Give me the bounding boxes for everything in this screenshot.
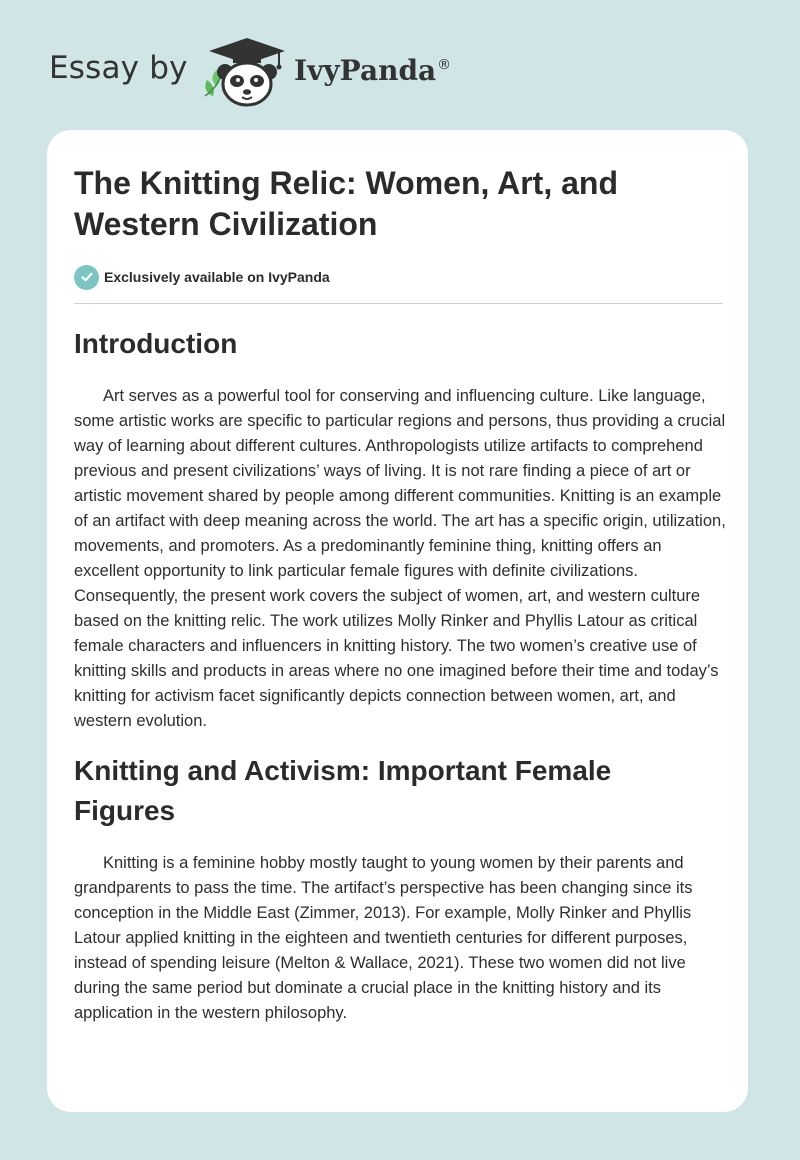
brand-logo[interactable] [294, 54, 451, 87]
section-heading-knitting-activism: Knitting and Activism: Important Female Figures [74, 755, 612, 826]
exclusive-badge-text: Exclusively available on IvyPanda [104, 269, 330, 285]
site-header [0, 0, 800, 130]
section-paragraph-knitting-activism: Knitting is a feminine hobby mostly taught to young women by their parents and grandparents to pass the time. The artifact’s perspective has been changing since its conception in the Middle East (Zimmer, 2013). For example, Molly Rinker and Phyllis Latour applied knitting in the eighteen and twentieth centuries for different purposes, instead of spending leisure (Melton & Wallace, 2021). These two women did not live during the same period but dominate a crucial place in the knitting history and its application in the western philosophy. [74, 854, 693, 1022]
title-divider [74, 303, 723, 304]
brand-name: IvyPanda [294, 54, 437, 87]
section-paragraph-introduction: Art serves as a powerful tool for conserving and influencing culture. Like language, some artistic works are specific to particular regions and persons, thus providing a crucial way of learning about different cultures. Anthropologists utilize artifacts to comprehend previous and present civilizations’ ways of living. It is not rare finding a piece of art or artistic movement shared by people among different communities. Knitting is an example of an artifact with deep meaning across the world. The art has a specific origin, utilization, movements, and promoters. As a predominantly feminine thing, knitting offers an excellent opportunity to link particular female figures with definite civilizations. Consequently, the present work covers the subject of women, art, and western culture based on the knitting relic. The work utilizes Molly Rinker and Phyllis Latour as critical female characters and influencers in knitting history. The two women’s creative use of knitting skills and products in areas where no one imagined before their time and today’s knitting for activism facet significantly depicts connection between women, art, and western evolution. [74, 387, 726, 730]
check-circle-icon [74, 265, 99, 290]
registered-mark: ® [437, 57, 452, 73]
article-card [47, 130, 748, 1112]
section-heading-introduction: Introduction [74, 328, 238, 359]
panda-graduate-icon [201, 36, 293, 108]
essay-by-label: Essay by [49, 50, 188, 86]
article-title: The Knitting Relic: Women, Art, and Western Civilization [74, 165, 618, 242]
exclusive-badge [74, 264, 330, 290]
